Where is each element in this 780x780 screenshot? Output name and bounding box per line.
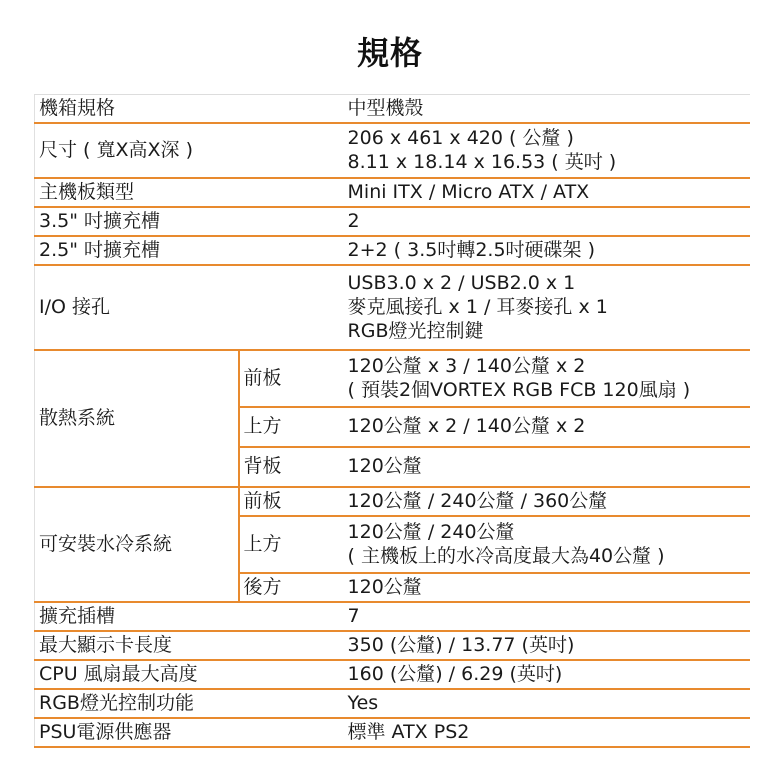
row-bay-35 (35, 207, 750, 236)
row-value (344, 265, 750, 350)
row-value: 120公釐 / 240公釐 / 360公釐 (344, 487, 750, 516)
row-value: 350 (公釐) / 13.77 (英吋) (344, 631, 750, 660)
row-value: 2 (344, 207, 750, 236)
row-label: PSU電源供應器 (35, 718, 344, 747)
row-cpu-cooler (35, 660, 750, 689)
row-io (35, 265, 750, 350)
row-rgb-control (35, 689, 750, 718)
row-value: 120公釐 x 2 / 140公釐 x 2 (344, 407, 750, 447)
sub-label: 背板 (239, 447, 344, 487)
row-value: 120公釐 (344, 447, 750, 487)
row-psu (35, 718, 750, 747)
sub-label: 上方 (239, 407, 344, 447)
sub-label: 前板 (239, 350, 344, 407)
row-label: CPU 風扇最大高度 (35, 660, 344, 689)
row-label: 擴充插槽 (35, 602, 344, 631)
row-label: 2.5" 吋擴充槽 (35, 236, 344, 265)
row-case-type (35, 95, 750, 123)
row-value: 標準 ATX PS2 (344, 718, 750, 747)
sub-label: 後方 (239, 573, 344, 602)
row-expansion (35, 602, 750, 631)
value-line: 8.11 x 18.14 x 16.53 ( 英吋 ) (347, 150, 617, 173)
row-value: 中型機殼 (344, 95, 750, 123)
group-label-liquid: 可安裝水冷系統 (35, 487, 239, 602)
row-value: 7 (344, 602, 750, 631)
value-line: ( 主機板上的水冷高度最大為40公釐 ) (347, 544, 665, 567)
row-value: 160 (公釐) / 6.29 (英吋) (344, 660, 750, 689)
value-line: 麥克風接孔 x 1 / 耳麥接孔 x 1 (347, 295, 608, 318)
row-value (344, 516, 750, 573)
row-value: Yes (344, 689, 750, 718)
row-label: I/O 接孔 (35, 265, 344, 350)
sub-label: 上方 (239, 516, 344, 573)
sub-label: 前板 (239, 487, 344, 516)
row-motherboard (35, 178, 750, 207)
row-label: 尺寸 ( 寬X高X深 ) (35, 123, 344, 178)
row-value (344, 123, 750, 178)
row-label: 機箱規格 (35, 95, 344, 123)
value-line: RGB燈光控制鍵 (347, 319, 484, 342)
row-liquid-front (35, 487, 750, 516)
row-gpu-length (35, 631, 750, 660)
row-label: 主機板類型 (35, 178, 344, 207)
row-cooling-front (35, 350, 750, 407)
value-line: 120公釐 x 3 / 140公釐 x 2 (347, 355, 586, 377)
row-label: RGB燈光控制功能 (35, 689, 344, 718)
spec-table (34, 94, 750, 748)
row-label: 3.5" 吋擴充槽 (35, 207, 344, 236)
value-line: 206 x 461 x 420 ( 公釐 ) (347, 127, 574, 149)
row-value: 120公釐 (344, 573, 750, 602)
value-line: USB3.0 x 2 / USB2.0 x 1 (347, 272, 576, 295)
group-label-cooling: 散熱系統 (35, 350, 239, 487)
page-title: 規格 (356, 34, 423, 72)
value-line: 120公釐 / 240公釐 (347, 521, 515, 543)
row-value: 2+2 ( 3.5吋轉2.5吋硬碟架 ) (344, 236, 750, 265)
row-label: 最大顯示卡長度 (35, 631, 344, 660)
row-value (344, 350, 750, 407)
value-line: ( 預裝2個VORTEX RGB FCB 120風扇 ) (347, 378, 691, 401)
row-dimensions (35, 123, 750, 178)
row-bay-25 (35, 236, 750, 265)
row-value: Mini ITX / Micro ATX / ATX (344, 178, 750, 207)
